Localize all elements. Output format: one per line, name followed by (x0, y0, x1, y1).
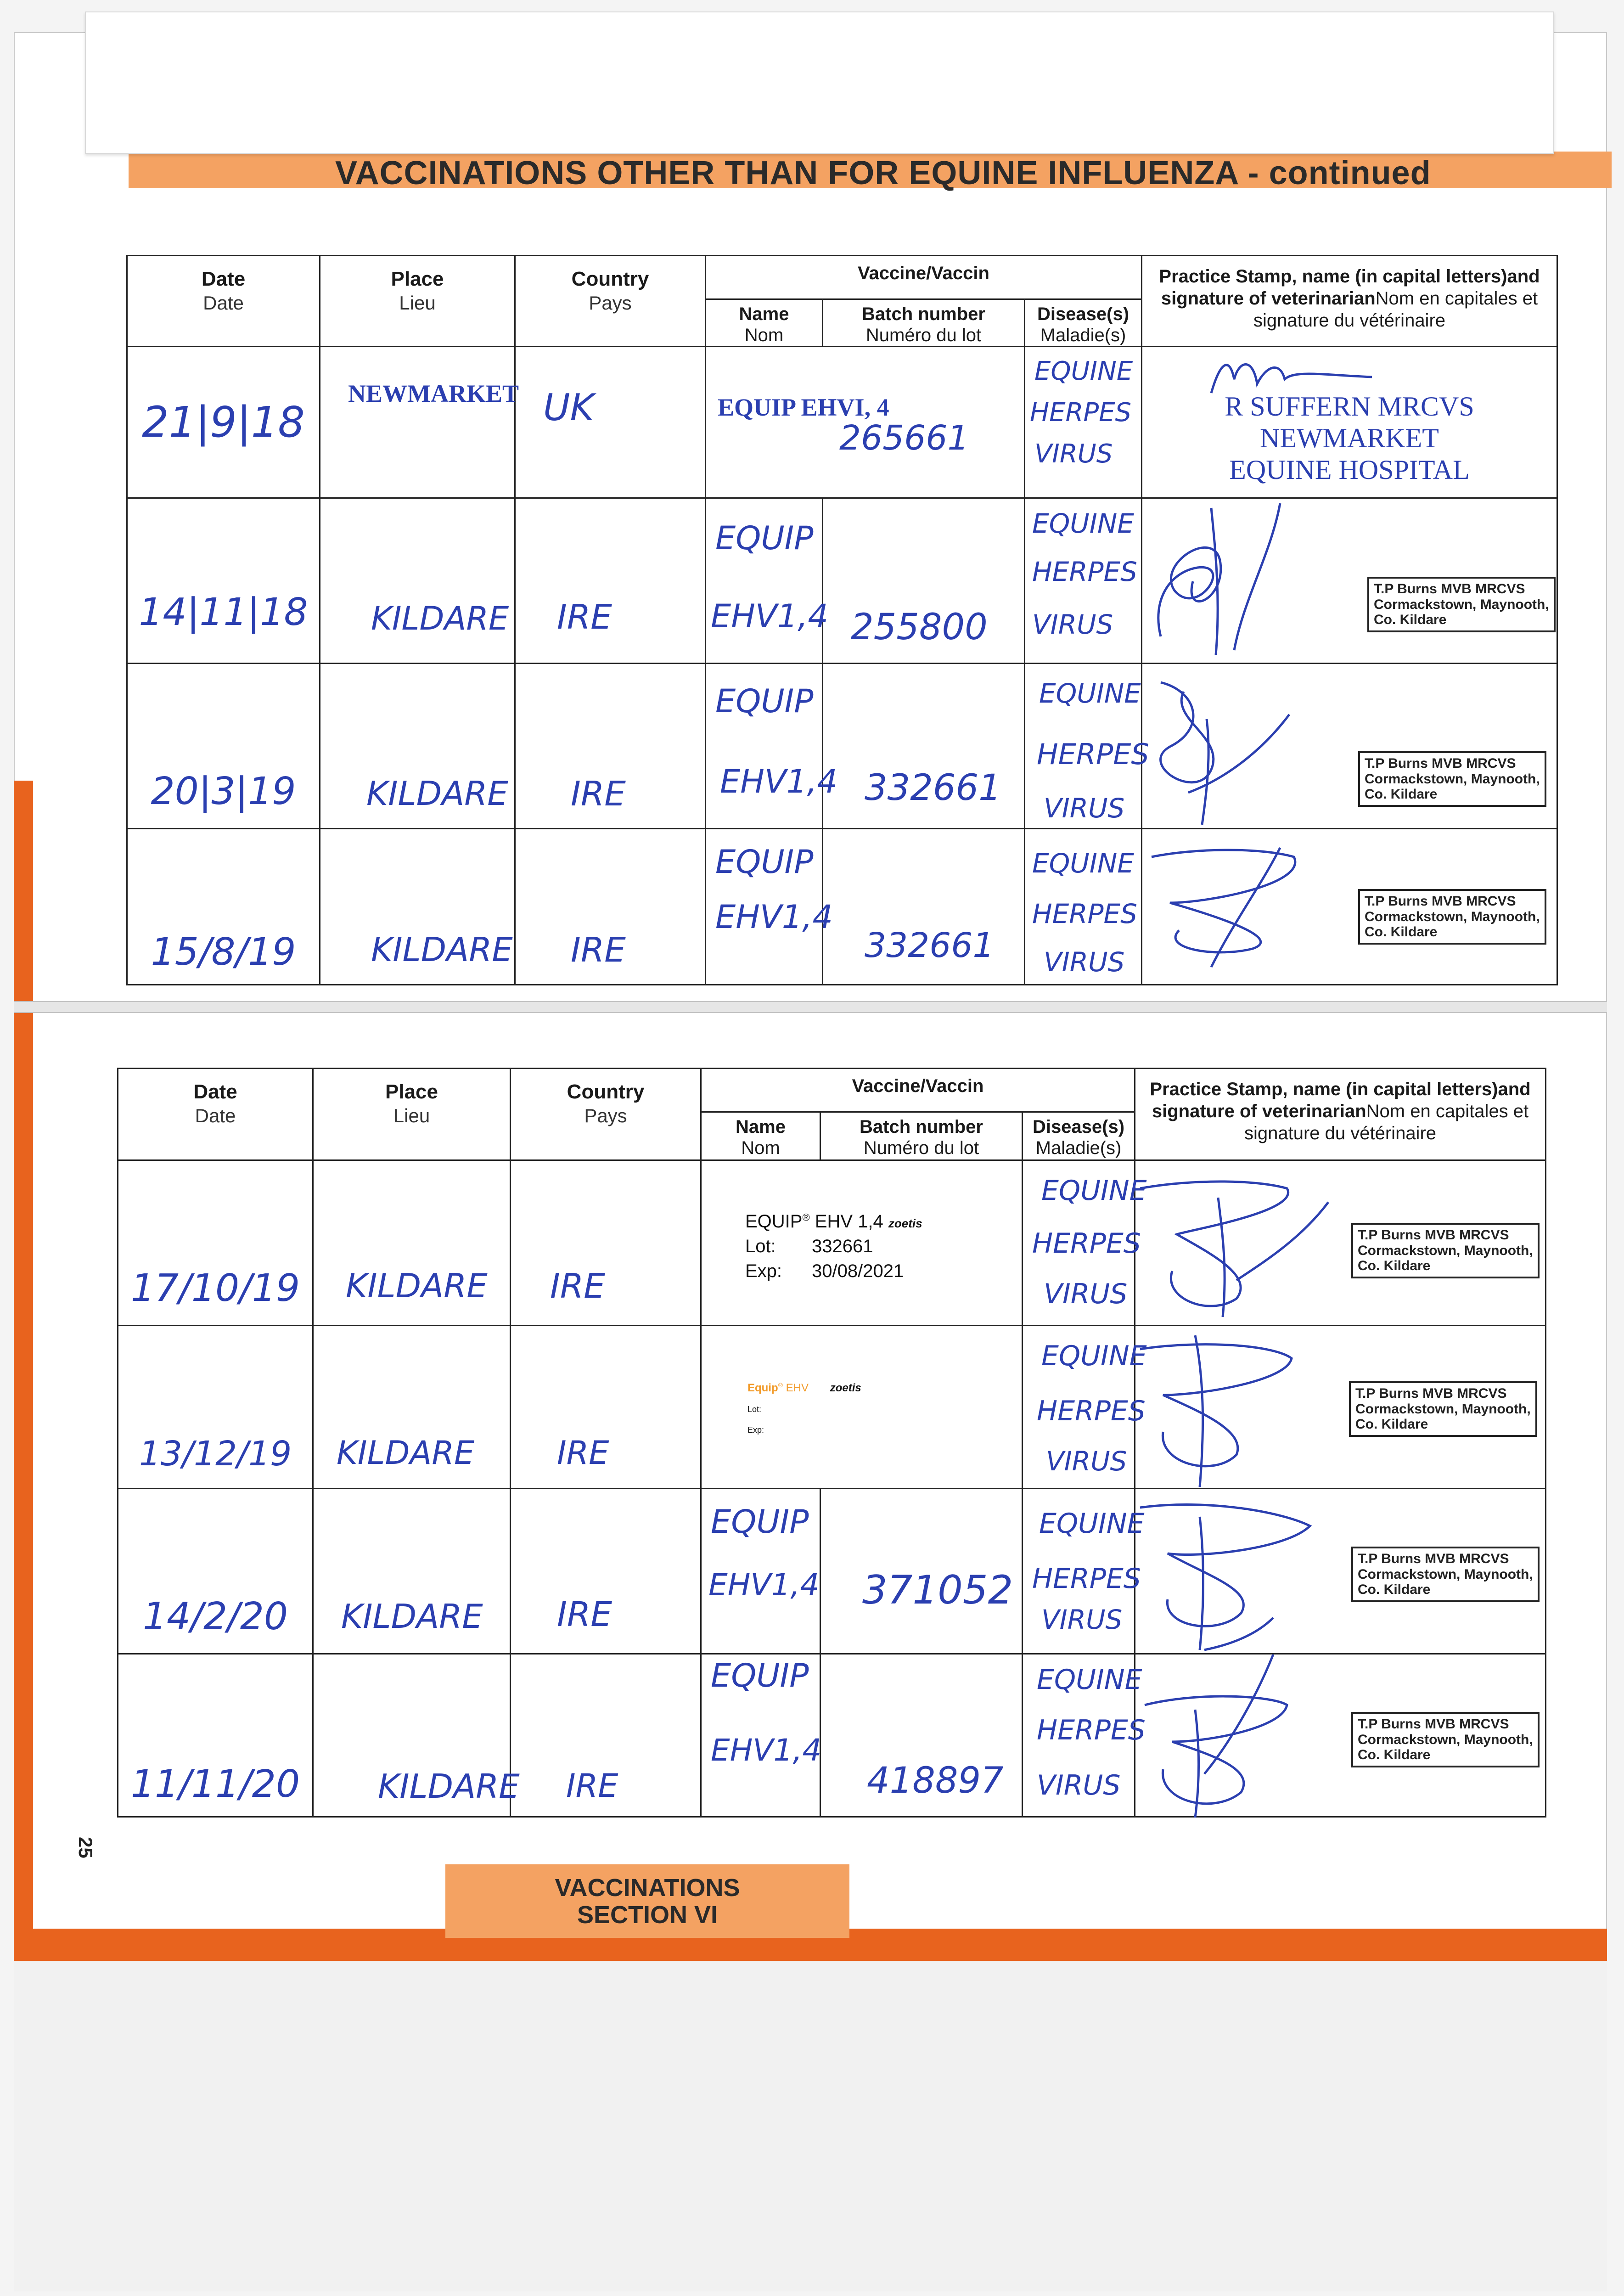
stamp-cell (1142, 664, 1557, 829)
country-cell: IRE (511, 1654, 701, 1817)
date-cell: 11/11/20 (118, 1654, 313, 1817)
disease-cell: EQUINE HERPES VIRUS (1023, 1489, 1135, 1654)
stamp-line: EQUINE HOSPITAL (1229, 455, 1470, 485)
place-cell: KILDARE (320, 829, 515, 985)
table-row (127, 829, 1557, 985)
batch-cell: 332661 (823, 664, 1025, 829)
batch-cell: 332661 (823, 829, 1025, 985)
name-cell: EQUIP EHV1,4 (706, 664, 823, 829)
disease-cell: EQUINE HERPES VIRUS (1023, 1326, 1135, 1489)
disease-cell: EQUINE HERPES VIRUS (1025, 829, 1142, 985)
practice-stamp: T.P Burns MVB MRCVS Cormackstown, Maynooth, Co. Kildare (1351, 1712, 1540, 1767)
book-fold (14, 1001, 1607, 1013)
practice-stamp: T.P Burns MVB MRCVS Cormackstown, Maynooth, Co. Kildare (1349, 1381, 1537, 1437)
name-cell: EQUIP EHV1,4 (701, 1654, 820, 1817)
header-place: Place Lieu (320, 256, 515, 347)
country-cell: IRE (515, 664, 706, 829)
country-cell: IRE (511, 1326, 701, 1489)
place-cell: KILDARE (313, 1326, 511, 1489)
country-cell: IRE (511, 1489, 701, 1654)
table-row (127, 664, 1557, 829)
overlapping-note-page (85, 11, 1554, 154)
date-cell: 15/8/19 (127, 829, 320, 985)
vaccine-sticker-cell (701, 1160, 1023, 1326)
stamp-cell (1135, 1489, 1546, 1654)
header-disease: Disease(s) Maladie(s) (1025, 299, 1142, 347)
header-country: Country Pays (511, 1069, 701, 1160)
header-vaccine: Vaccine/Vaccin (701, 1069, 1135, 1112)
header-country: Country Pays (515, 256, 706, 347)
stamp-line: R SUFFERN MRCVS (1225, 391, 1474, 422)
table-row (118, 1654, 1546, 1817)
section-tab-line1: VACCINATIONS (555, 1874, 740, 1902)
place-cell: KILDARE (313, 1160, 511, 1326)
page-number: 25 (75, 1837, 96, 1858)
place-cell: KILDARE (320, 664, 515, 829)
name-cell: EQUIP EHV1,4 (701, 1489, 820, 1654)
date-cell: 21|9|18 (127, 347, 320, 498)
header-vaccine: Vaccine/Vaccin (706, 256, 1142, 299)
place-cell: NEWMARKET (320, 347, 515, 498)
header-practice-stamp: Practice Stamp, name (in capital letters)and signature of veterinarianNom en capitales et signature du vétérinaire (1135, 1069, 1546, 1160)
vet-signature (1135, 1489, 1347, 1654)
date-cell: 14|11|18 (127, 498, 320, 664)
practice-stamp: T.P Burns MVB MRCVS Cormackstown, Maynooth, Co. Kildare (1358, 889, 1546, 945)
name-cell: EQUIP EHV1,4 (706, 498, 823, 664)
stamp-cell (1142, 498, 1557, 664)
vaccine-sticker-cell (701, 1326, 1023, 1489)
batch-cell: 371052 (820, 1489, 1023, 1654)
name-cell: EQUIP EHV1,4 (706, 829, 823, 985)
disease-cell: EQUINE HERPES VIRUS (1025, 347, 1142, 498)
vet-signature (1135, 1654, 1347, 1818)
disease-cell: EQUINE HERPES VIRUS (1023, 1654, 1135, 1817)
table-row (118, 1489, 1546, 1654)
stamp-cell (1142, 347, 1557, 498)
header-disease: Disease(s) Maladie(s) (1023, 1112, 1135, 1160)
table-row (118, 1160, 1546, 1326)
upper-vaccination-table (126, 255, 1558, 985)
country-cell: IRE (511, 1160, 701, 1326)
practice-stamp: T.P Burns MVB MRCVS Cormackstown, Maynooth, Co. Kildare (1351, 1547, 1540, 1602)
table-row (118, 1326, 1546, 1489)
country-cell: UK (515, 347, 706, 498)
date-cell: 17/10/19 (118, 1160, 313, 1326)
practice-stamp: T.P Burns MVB MRCVS Cormackstown, Maynooth, Co. Kildare (1351, 1223, 1540, 1278)
scan-bottom-area (14, 1961, 1607, 2291)
stamp-line: NEWMARKET (1260, 423, 1439, 453)
header-name: Name Nom (701, 1112, 820, 1160)
section-banner (129, 152, 1612, 191)
disease-cell: EQUINE HERPES VIRUS (1025, 498, 1142, 664)
header-practice-stamp: Practice Stamp, name (in capital letters)and signature of veterinarianNom en capitales et signature du vétérinaire (1142, 256, 1557, 347)
disease-cell: EQUINE HERPES VIRUS (1023, 1160, 1135, 1326)
date-cell: 13/12/19 (118, 1326, 313, 1489)
disease-cell: EQUINE HERPES VIRUS (1025, 664, 1142, 829)
date-cell: 20|3|19 (127, 664, 320, 829)
practice-stamp: T.P Burns MVB MRCVS Cormackstown, Maynooth, Co. Kildare (1367, 577, 1556, 632)
vet-signature (1135, 1161, 1347, 1326)
vet-signature (1135, 1326, 1347, 1489)
section-banner-title: VACCINATIONS OTHER THAN FOR EQUINE INFLUENZA - continued (335, 155, 1431, 191)
table-row (127, 498, 1557, 664)
name-batch-cell: EQUIP EHVI, 4 265661 (706, 347, 1025, 498)
vaccine-sticker: EQUIP® EHV 1,4 zoetis Lot: 332661 Exp: 30/08/2021 (745, 1211, 922, 1281)
section-tab-line2: SECTION VI (577, 1901, 718, 1929)
vaccine-sticker: Equip® EHV zoetis Lot: Exp: (747, 1381, 861, 1435)
batch-cell: 418897 (820, 1654, 1023, 1817)
vet-signature (1142, 664, 1354, 829)
header-name: Name Nom (706, 299, 823, 347)
place-cell: KILDARE (320, 498, 515, 664)
place-cell: KILDARE (313, 1654, 511, 1817)
country-cell: IRE (515, 829, 706, 985)
date-cell: 14/2/20 (118, 1489, 313, 1654)
header-batch: Batch number Numéro du lot (823, 299, 1025, 347)
header-place: Place Lieu (313, 1069, 511, 1160)
country-cell: IRE (515, 498, 706, 664)
batch-cell: 255800 (823, 498, 1025, 664)
practice-stamp: T.P Burns MVB MRCVS Cormackstown, Maynooth, Co. Kildare (1358, 751, 1546, 807)
lower-vaccination-table (117, 1068, 1546, 1818)
stamp-cell (1135, 1326, 1546, 1489)
table-row (127, 347, 1557, 498)
vet-signature (1142, 829, 1354, 985)
place-cell: KILDARE (313, 1489, 511, 1654)
header-date: Date Date (127, 256, 320, 347)
stamp-cell (1135, 1160, 1546, 1326)
header-batch: Batch number Numéro du lot (820, 1112, 1023, 1160)
header-date: Date Date (118, 1069, 313, 1160)
vet-signature (1142, 499, 1354, 664)
stamp-cell (1135, 1654, 1546, 1817)
book-cover-edge (14, 781, 33, 1956)
section-tab (445, 1864, 849, 1938)
stamp-cell (1142, 829, 1557, 985)
